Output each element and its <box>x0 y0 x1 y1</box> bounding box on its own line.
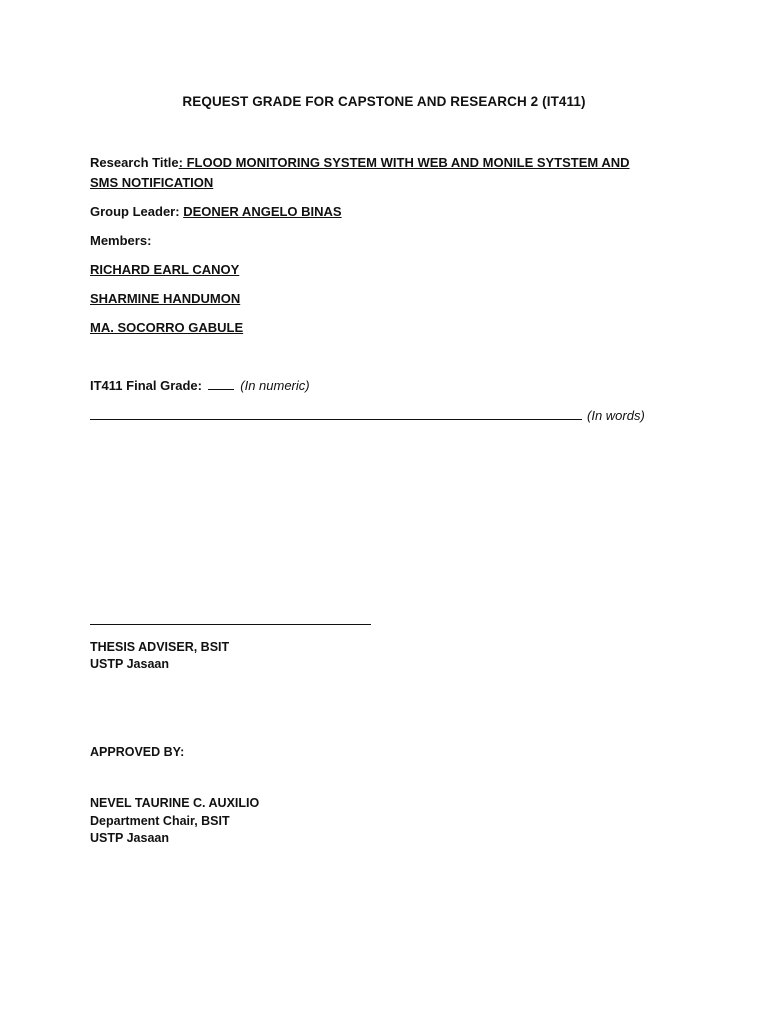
chair-name: NEVEL TAURINE C. AUXILIO <box>90 796 260 810</box>
research-title-value: : FLOOD MONITORING SYSTEM WITH WEB AND MONILE SYTSTEM AND SMS NOTIFICATION <box>90 155 630 190</box>
chair-block <box>90 795 259 848</box>
member-name: RICHARD EARL CANOY <box>90 262 240 277</box>
document-title: REQUEST GRADE FOR CAPSTONE AND RESEARCH 2 (IT411) <box>182 94 586 109</box>
members-label: Members: <box>90 233 152 248</box>
final-grade-label: IT411 Final Grade: <box>90 378 202 393</box>
research-title-line <box>90 153 650 193</box>
group-leader-value: DEONER ANGELO BINAS <box>183 204 342 219</box>
research-title-label: Research Title <box>90 155 179 170</box>
words-grade-line <box>90 406 645 426</box>
group-leader-label: Group Leader: <box>90 204 184 219</box>
member-name: SHARMINE HANDUMON <box>90 291 241 306</box>
approved-by-label: APPROVED BY: <box>90 745 185 759</box>
adviser-signature-line <box>90 624 371 625</box>
member-name: MA. SOCORRO GABULE <box>90 320 244 335</box>
adviser-block <box>90 639 229 673</box>
numeric-grade-blank <box>208 377 234 390</box>
adviser-title: THESIS ADVISER, BSIT <box>90 640 230 654</box>
numeric-hint: (In numeric) <box>240 378 310 393</box>
adviser-org: USTP Jasaan <box>90 657 169 671</box>
chair-title: Department Chair, BSIT <box>90 813 230 828</box>
words-grade-blank <box>90 407 582 420</box>
final-grade-line <box>90 376 310 396</box>
chair-org: USTP Jasaan <box>90 831 169 845</box>
group-leader-line <box>90 202 342 222</box>
words-hint: (In words) <box>587 408 645 423</box>
